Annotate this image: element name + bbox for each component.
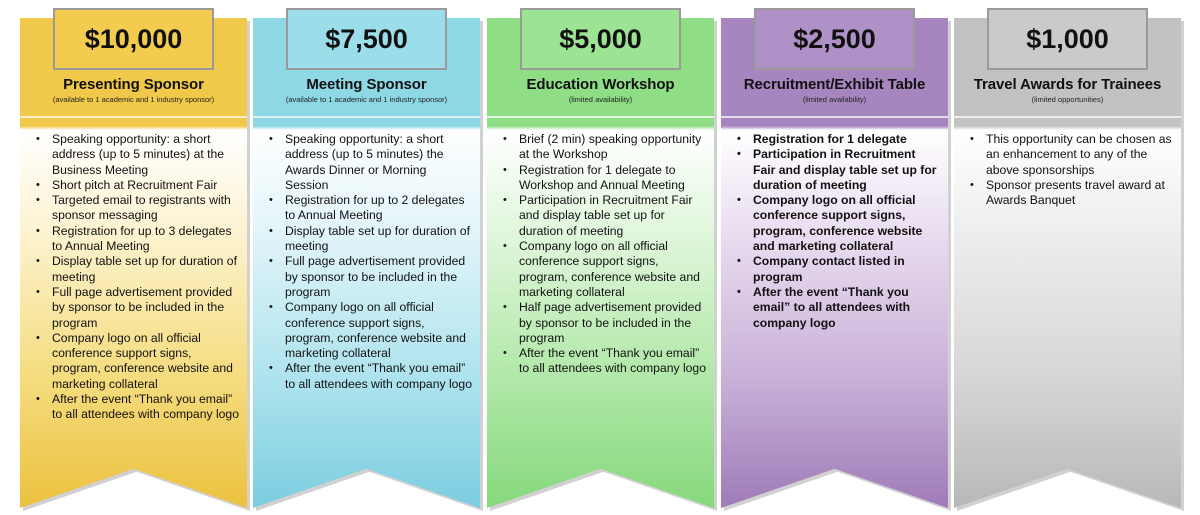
benefits-list [269, 132, 473, 392]
price-box [987, 8, 1148, 70]
benefit-item: • Short pitch at Recruitment Fair [36, 178, 240, 193]
benefit-item: • Registration for 1 delegate to Workshop and Annual Meeting [503, 163, 707, 194]
benefit-item: • Company contact listed in program [737, 254, 941, 285]
benefit-item: • This opportunity can be chosen as an enhancement to any of the above sponsorships [970, 132, 1174, 178]
tier-title: Recruitment/Exhibit Table [743, 76, 926, 93]
tier-subtitle: (limited opportunities) [1031, 95, 1104, 104]
benefit-item: • Full page advertisement provided by sponsor to be included in the program [36, 285, 240, 331]
price: $10,000 [84, 23, 183, 54]
tier-title: Meeting Sponsor [306, 76, 427, 93]
benefit-item: • After the event “Thank you email” to all attendees with company logo [737, 285, 941, 331]
benefit-item: • Company logo on all official conference support signs, program, conference website and marketing collateral [36, 331, 240, 392]
tier-subtitle: (available to 1 academic and 1 industry sponsor) [285, 95, 448, 104]
tier-title: Presenting Sponsor [63, 76, 204, 93]
divider [20, 116, 247, 118]
price-box [754, 8, 915, 70]
benefit-item: • After the event “Thank you email” to all attendees with company logo [269, 361, 473, 392]
benefit-item: • Display table set up for duration of meeting [36, 254, 240, 285]
tier-meeting-sponsor [253, 8, 480, 508]
benefit-item: • Speaking opportunity: a short address (up to 5 minutes) the Awards Dinner or Morning Session [269, 132, 473, 193]
price-box [286, 8, 447, 70]
benefits-list [970, 132, 1174, 208]
tier-subtitle: (available to 1 academic and 1 industry sponsor) [52, 95, 215, 104]
price-box [53, 8, 214, 70]
benefit-item: • Company logo on all official conference support signs, program, conference website and marketing collateral [737, 193, 941, 254]
benefit-item: • Display table set up for duration of meeting [269, 224, 473, 255]
benefit-item: • Registration for 1 delegate [737, 132, 941, 147]
benefit-item: • Speaking opportunity: a short address (up to 5 minutes) at the Business Meeting [36, 132, 240, 178]
price: $1,000 [1026, 23, 1109, 54]
price: $2,500 [793, 23, 876, 54]
divider [487, 116, 714, 118]
divider [721, 116, 948, 118]
tier-subtitle: (limited availability) [568, 95, 633, 104]
benefit-item: • Full page advertisement provided by sponsor to be included in the program [269, 254, 473, 300]
divider [253, 116, 480, 118]
benefit-item: • After the event “Thank you email” to all attendees with company logo [36, 392, 240, 423]
benefit-item: • Company logo on all official conference support signs, program, conference website and marketing collateral [269, 300, 473, 361]
price: $7,500 [325, 23, 408, 54]
divider [954, 116, 1181, 118]
benefit-item: • Registration for up to 2 delegates to Annual Meeting [269, 193, 473, 224]
price: $5,000 [559, 23, 642, 54]
benefit-item: • Brief (2 min) speaking opportunity at the Workshop [503, 132, 707, 163]
benefits-list [503, 132, 707, 377]
tier-title: Travel Awards for Trainees [973, 76, 1162, 93]
tier-travel-awards [954, 8, 1181, 508]
benefits-list [737, 132, 941, 331]
price-box [520, 8, 681, 70]
benefit-item: • Registration for up to 3 delegates to Annual Meeting [36, 224, 240, 255]
benefits-list [36, 132, 240, 423]
benefit-item: • Targeted email to registrants with sponsor messaging [36, 193, 240, 224]
benefit-item: • Half page advertisement provided by sponsor to be included in the program [503, 300, 707, 346]
benefit-item: • Participation in Recruitment Fair and display table set up for duration of meeting [503, 193, 707, 239]
benefit-item: • Company logo on all official conference support signs, program, conference website and marketing collateral [503, 239, 707, 300]
benefit-item: • Participation in Recruitment Fair and display table set up for duration of meeting [737, 147, 941, 193]
tier-title: Education Workshop [526, 76, 675, 93]
tier-recruitment-exhibit-table [721, 8, 948, 508]
benefit-item: • After the event “Thank you email” to all attendees with company logo [503, 346, 707, 377]
benefit-item: • Sponsor presents travel award at Awards Banquet [970, 178, 1174, 209]
tier-education-workshop [487, 8, 714, 508]
tier-presenting-sponsor [20, 8, 247, 508]
tier-subtitle: (limited availability) [802, 95, 867, 104]
